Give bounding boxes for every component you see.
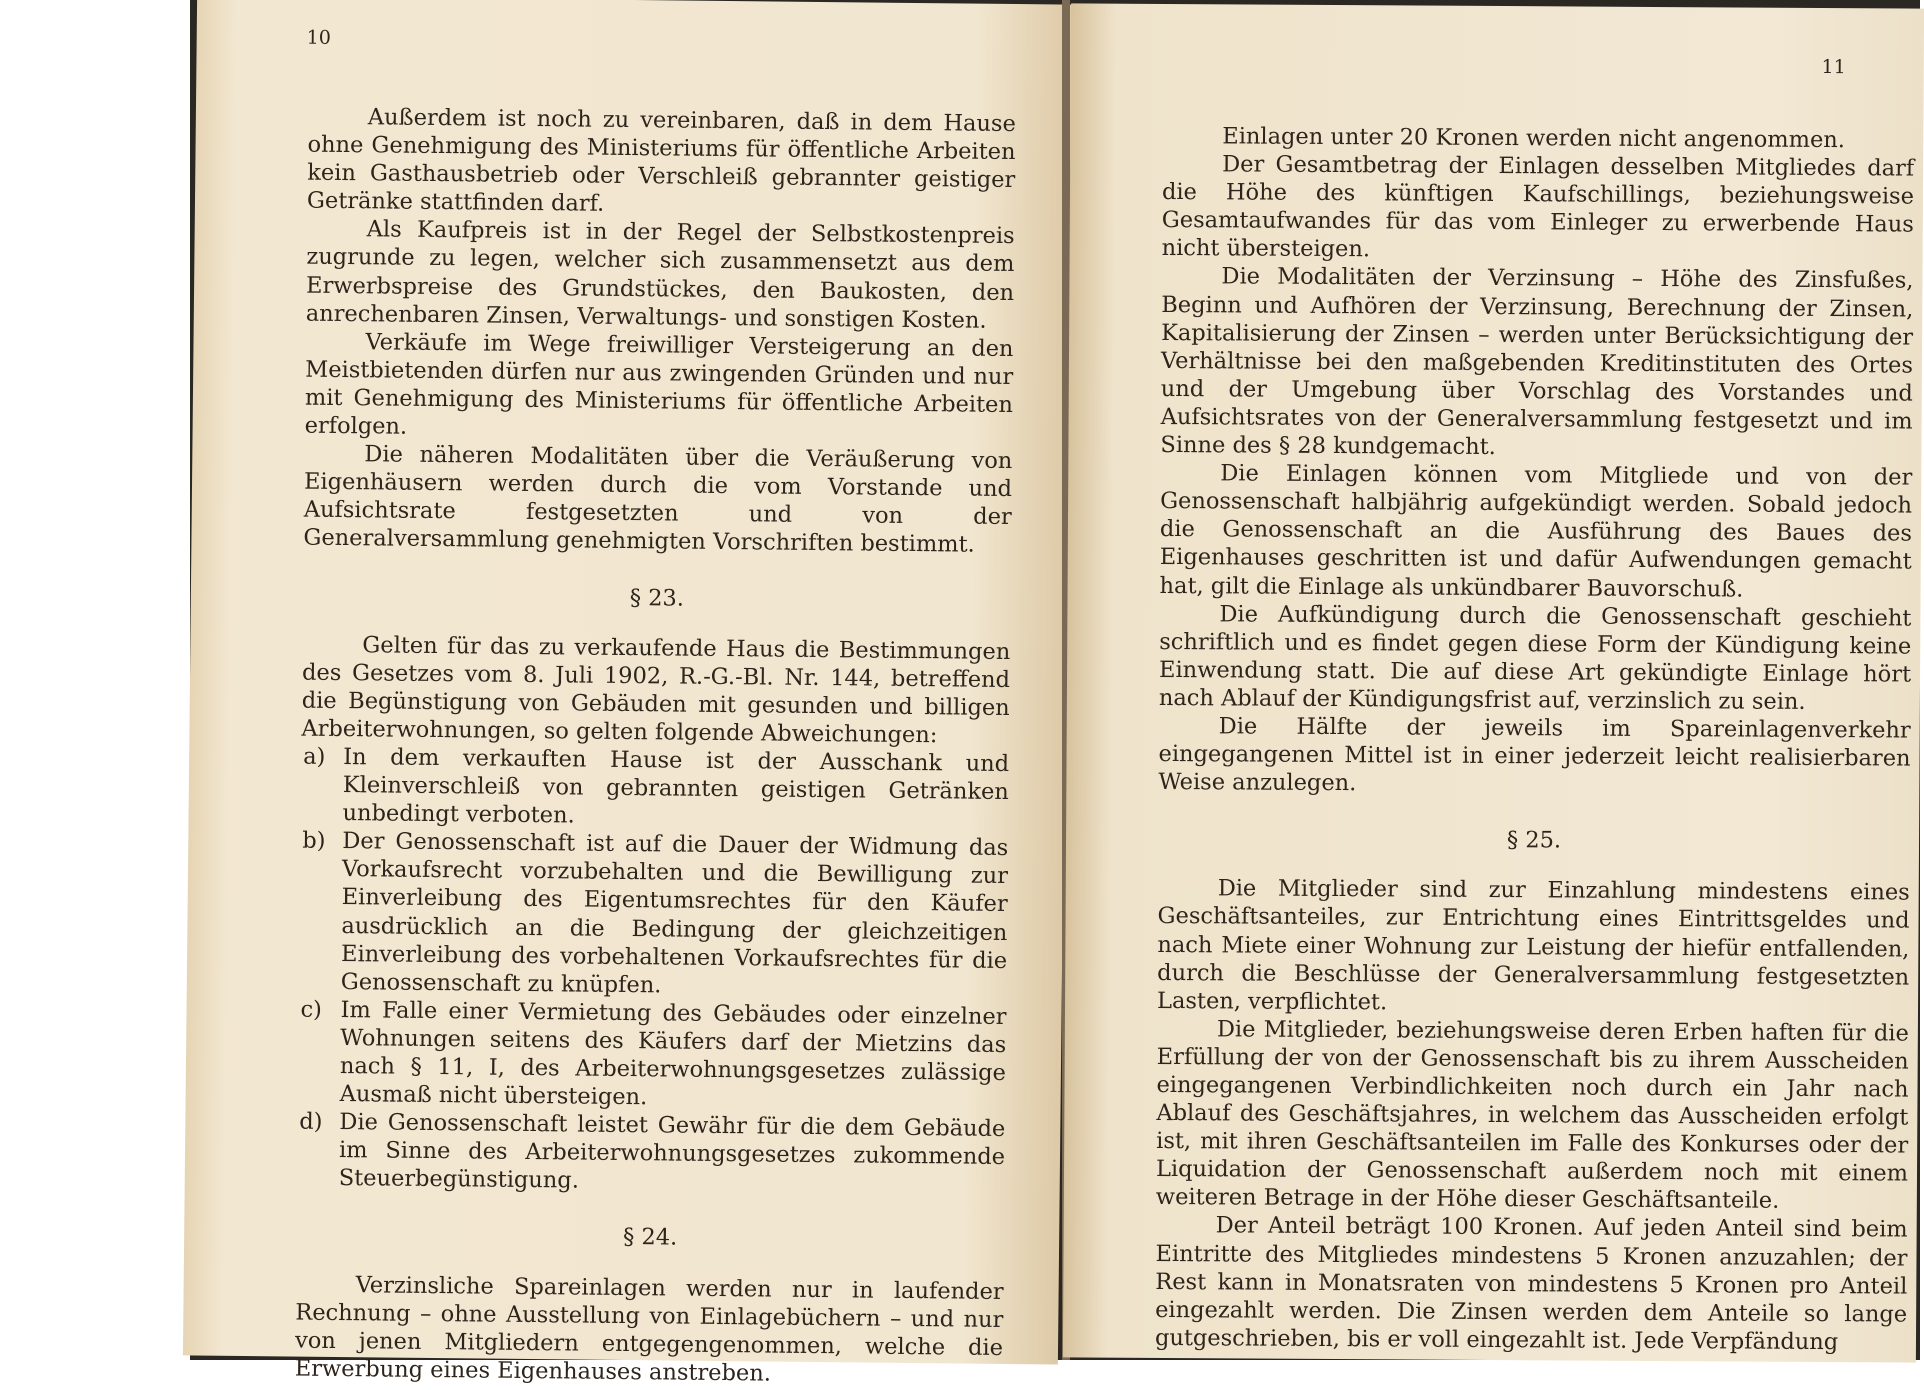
item-text: In dem verkauften Hause ist der Ausschank und Kleinverschleiß von gebrannten geistigen Getränken unbedingt verboten. bbox=[342, 743, 1010, 829]
paragraph: Verkäufe im Wege freiwilliger Versteigerung an den Meistbietenden dürfen nur aus zwingenden Gründen und nur mit Genehmigung des Ministeriums für öffentliche Arbeiten erfolgen. bbox=[304, 328, 1014, 440]
item-text: Die Genossenschaft leistet Gewähr für die dem Gebäude im Sinne des Arbeiterwohnungsgesetzes zukommende Steuerbegünstigung. bbox=[338, 1109, 1006, 1194]
paragraph: Die näheren Modalitäten über die Veräußerung von Eigenhäusern werden durch die vom Vorstande und Aufsichtsrate festgesetzten und von der Generalversammlung genehmigten Vorschriften bestimmt. bbox=[303, 441, 1013, 559]
left-page-number: 10 bbox=[306, 26, 332, 49]
item-letter: b) bbox=[302, 827, 326, 855]
item-letter: a) bbox=[303, 743, 326, 770]
left-page bbox=[183, 0, 1072, 1387]
section-23-items bbox=[297, 743, 1010, 1200]
paragraph: Die Einlagen können vom Mitgliede und von der Genossenschaft halbjährig aufgekündigt werden. Sobald jedoch die Genossenschaft an die Ausführung des Baues des Eigenhauses geschritten ist und dafür Aufwendungen gemacht hat, gilt die Einlage als unkündbarer Bauvorschuß. bbox=[1159, 460, 1913, 603]
left-page-text bbox=[295, 103, 1016, 1390]
paragraph: Der Gesamtbetrag der Einlagen desselben Mitgliedes darf die Höhe des künftigen Kaufschillings, beziehungsweise Gesamtaufwandes für das vom Einleger zu erwerbende Haus nicht übersteigen. bbox=[1161, 151, 1915, 263]
right-page-text bbox=[1155, 122, 1914, 1357]
section-23-intro: Gelten für das zu verkaufende Haus die Bestimmungen des Gesetzes vom 8. Juli 1902, R.-G.-Bl. Nr. 144, betreffend die Begünstigung von Gebäuden mit gesunden und billigen Arbeiterwohnungen, so gelten folgende Abweichungen: bbox=[301, 631, 1011, 749]
list-item bbox=[297, 1108, 1006, 1200]
paragraph: Die Mitglieder, beziehungsweise deren Erben haften für die Erfüllung der von der Genossenschaft bis zu ihrem Ausscheiden eingegangenen Verbindlichkeiten noch durch ein Jahr nach Ablauf des Geschäftsjahres, in welchem das Ausscheiden erfolgt ist, mit ihren Geschäftsanteilen im Falle des Konkurses oder der Liquidation der Genossenschaft außerdem noch mit einem weiteren Betrage in der Höhe dieser Geschäftsanteile. bbox=[1155, 1016, 1909, 1215]
item-text: Der Genossenschaft ist auf die Dauer der Widmung das Vorkaufsrecht vorzubehalten und die Bewilligung zur Einverleibung des Eigentumsrechtes für den Käufer ausdrücklich an die Bedingung der gleichzeitigen Einverleibung des vorbehaltenen Vorkaufsrechtes für die Genossenschaft zu knüpfen. bbox=[340, 828, 1009, 999]
list-item bbox=[300, 743, 1009, 835]
paragraph: Als Kaufpreis ist in der Regel der Selbstkostenpreis zugrunde zu legen, welcher sich zusammensetzt aus dem Erwerbspreise des Grundstückes, den Baukosten, den anrechenbaren Zinsen, Verwaltungs- und sonstigen Kosten. bbox=[305, 216, 1015, 334]
section-heading-25: § 25. bbox=[1506, 827, 1562, 854]
section-24-text: Verzinsliche Spareinlagen werden nur in laufender Rechnung – ohne Ausstellung von Einlagebüchern – und nur von jenen Mitgliedern entgegengenommen, welche die Erwerbung eines Eigenhauses anstreben. bbox=[294, 1271, 1004, 1387]
paragraph: Die Modalitäten der Verzinsung – Höhe des Zinsfußes, Beginn und Aufhören der Verzinsung, Berechnung der Zinsen, Kapitalisierung der Zinsen – werden unter Berücksichtigung der Verhältnisse bei den maßgebenden Kreditinstituten des Ortes und der Umgebung über Vorschlag des Vorstandes und Aufsichtsrates von der Generalversammlung festgesetzt und im Sinne des § 28 kundgemacht. bbox=[1160, 263, 1914, 461]
item-letter: c) bbox=[300, 996, 323, 1023]
item-text: Im Falle einer Vermietung des Gebäudes oder einzelner Wohnungen seitens des Käufers darf der Mietzins das nach § 11, I, des Arbeiterwohnungsgesetzes zulässige Ausmaß nicht übersteigen. bbox=[339, 996, 1007, 1111]
paragraph: Der Anteil beträgt 100 Kronen. Auf jeden Anteil sind beim Eintritte des Mitgliedes mindestens 5 Kronen anzuzahlen; der Rest kann in Monatsraten von mindestens 5 Kronen pro Anteil eingezahlt werden. Die Zinsen werden dem Anteile so lange gutgeschrieben, bis er voll eingezahlt ist. Jede Verpfändung bbox=[1154, 1212, 1908, 1355]
paragraph: Die Mitglieder sind zur Einzahlung mindestens eines Geschäftsanteiles, zur Entrichtung eines Eintrittsgeldes und nach Miete einer Wohnung zur Leistung der hiefür entfallenden, durch die Beschlüsse der Generalversammlung festgesetzten Lasten, verpflichtet. bbox=[1156, 875, 1910, 1016]
section-heading-23: § 23. bbox=[629, 584, 685, 612]
paragraph: Die Aufkündigung durch die Genossenschaft geschieht schriftlich und es findet gegen diese Form der Kündigung keine Einwendung statt. Die auf diese Art gekündigte Einlage hört nach Ablauf der Kündigungsfrist auf, verzinslich zu sein. bbox=[1158, 600, 1912, 715]
section-heading-24: § 24. bbox=[622, 1224, 678, 1252]
list-item bbox=[299, 827, 1009, 1003]
right-page bbox=[1063, 3, 1924, 1362]
paragraph: Die Hälfte der jeweils im Spareinlagenverkehr eingegangenen Mittel ist in einer jederzeit leicht realisierbaren Weise anzulegen. bbox=[1158, 713, 1911, 797]
right-page-number: 11 bbox=[1821, 55, 1846, 79]
item-letter: d) bbox=[299, 1108, 323, 1136]
paragraph: Außerdem ist noch zu vereinbaren, daß in dem Hause ohne Genehmigung des Ministeriums für öffentliche Arbeiten kein Gasthausbetrieb oder Verschleiß gebrannter geistiger Getränke stattfinden darf. bbox=[306, 104, 1016, 218]
list-item bbox=[298, 995, 1007, 1115]
paragraph: Einlagen unter 20 Kronen werden nicht angenommen. bbox=[1222, 123, 1846, 154]
